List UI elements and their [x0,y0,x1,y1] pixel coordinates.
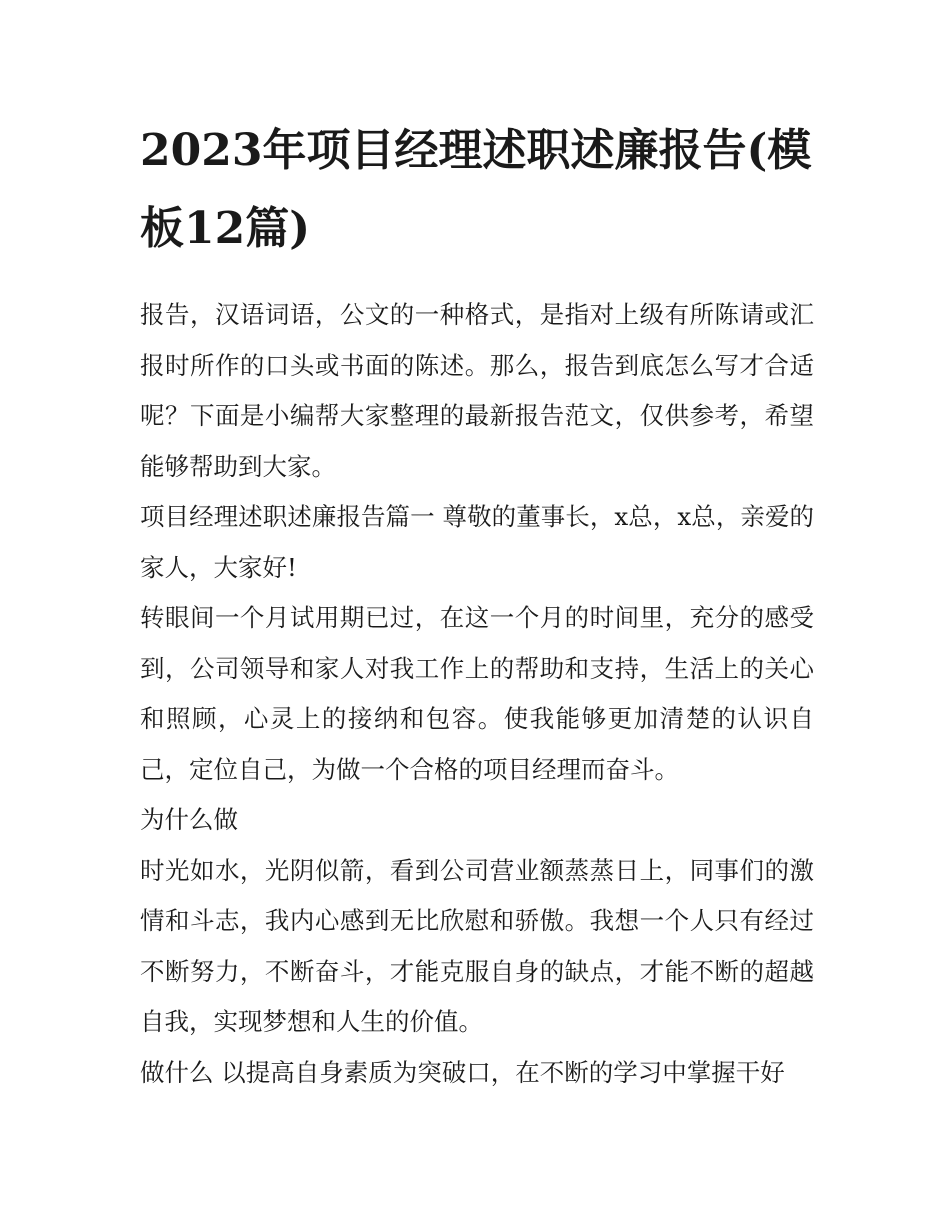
paragraph-intro: 报告，汉语词语，公文的一种格式，是指对上级有所陈请或汇报时所作的口头或书面的陈述。那么，报告到底怎么写才合适呢？下面是小编帮大家整理的最新报告范文，仅供参考，希望能够帮助到大家。 [140,300,814,481]
document-body [140,290,814,1098]
paragraph-what: 做什么 以提高自身素质为突破口，在不断的学习中掌握干好 [140,1057,785,1087]
paragraph-probation: 转眼间一个月试用期已过，在这一个月的时间里，充分的感受到，公司领导和家人对我工作上的帮助和支持，生活上的关心和照顾，心灵上的接纳和包容。使我能够更加清楚的认识自己，定位自己，为做一个合格的项目经理而奋斗。 [140,603,814,784]
paragraph-greeting: 项目经理述职述廉报告篇一 尊敬的董事长，x总，x总，亲爱的家人，大家好! [140,502,814,582]
paragraph-why: 时光如水，光阴似箭，看到公司营业额蒸蒸日上，同事们的激情和斗志，我内心感到无比欣慰和骄傲。我想一个人只有经过不断努力，不断奋斗，才能克服自身的缺点，才能不断的超越自我，实现梦想和人生的价值。 [140,855,814,1036]
document-page [140,112,814,1098]
document-title: 2023年项目经理述职述廉报告(模板12篇) [140,125,812,254]
section-heading-why: 为什么做 [140,805,238,834]
